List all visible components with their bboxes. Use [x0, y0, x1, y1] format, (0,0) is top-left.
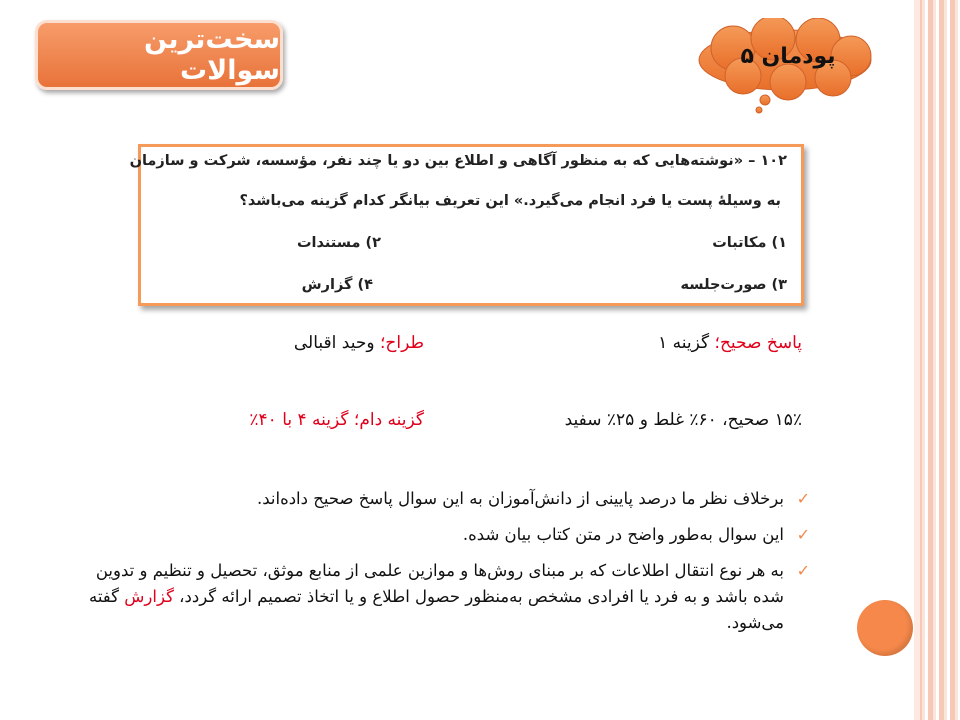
- bullet-text-3b: گفته می‌شود.: [88, 587, 784, 632]
- question-box: [129, 144, 804, 306]
- checkmark-icon: ✓: [796, 525, 810, 544]
- question-line-1: ۱۰۲ – «نوشته‌هایی که به منظور آگاهی و اطلاع بین دو یا چند نفر، مؤسسه، شرکت و سازمان: [129, 153, 787, 169]
- designer: [294, 333, 424, 353]
- bullet-text-3a: به هر نوع انتقال اطلاعات که بر مبنای روش‌ها و موازین علمی از منابع موثق، تحصیل و تنظیم و تدوین شده باشد و به فرد یا افرادی مشخص به‌منظور حصول اطلاع و یا اتخاذ تصمیم ارائه گردد،: [95, 561, 784, 606]
- decorative-stripes: [914, 0, 960, 720]
- bullet-text-3-highlight: گزارش: [124, 587, 174, 606]
- slide-title: سخت‌ترین سوالات: [35, 20, 283, 90]
- decorative-circle: [857, 600, 913, 656]
- designer-label: طراح؛: [379, 333, 424, 353]
- module-cloud: [693, 18, 878, 118]
- list-item: [70, 522, 810, 548]
- list-item: [70, 558, 810, 636]
- correct-answer: [658, 333, 802, 353]
- trap-option: [249, 410, 424, 430]
- designer-name: وحید اقبالی: [293, 333, 375, 353]
- list-item: [70, 486, 810, 512]
- checkmark-icon: ✓: [796, 561, 810, 580]
- bullet-text-1: برخلاف نظر ما درصد پایینی از دانش‌آموزان به این سوال پاسخ صحیح داده‌اند.: [256, 489, 784, 508]
- notes-list: [70, 486, 810, 646]
- checkmark-icon: ✓: [796, 489, 810, 508]
- option-1: ۱) مکاتبات: [712, 235, 787, 251]
- option-2: ۲) مستندات: [296, 235, 381, 251]
- trap-text: گزینه ۴ با ۴۰٪: [249, 410, 349, 430]
- option-4: ۴) گزارش: [301, 277, 373, 293]
- question-line-2: به وسیلهٔ پست یا فرد انجام می‌گیرد.» این تعریف بیانگر کدام گزینه می‌باشد؟: [239, 193, 781, 209]
- answer-label: پاسخ صحیح؛: [714, 333, 802, 353]
- module-label: پودمان ۵: [740, 44, 836, 69]
- bullet-text-2: این سوال به‌طور واضح در متن کتاب بیان شده.: [462, 525, 784, 544]
- option-3: ۳) صورت‌جلسه: [680, 277, 787, 293]
- answer-value: گزینه ۱: [658, 333, 710, 353]
- trap-label: گزینه دام؛: [353, 410, 424, 430]
- stats-text: ۱۵٪ صحیح، ۶۰٪ غلط و ۲۵٪ سفید: [564, 410, 802, 430]
